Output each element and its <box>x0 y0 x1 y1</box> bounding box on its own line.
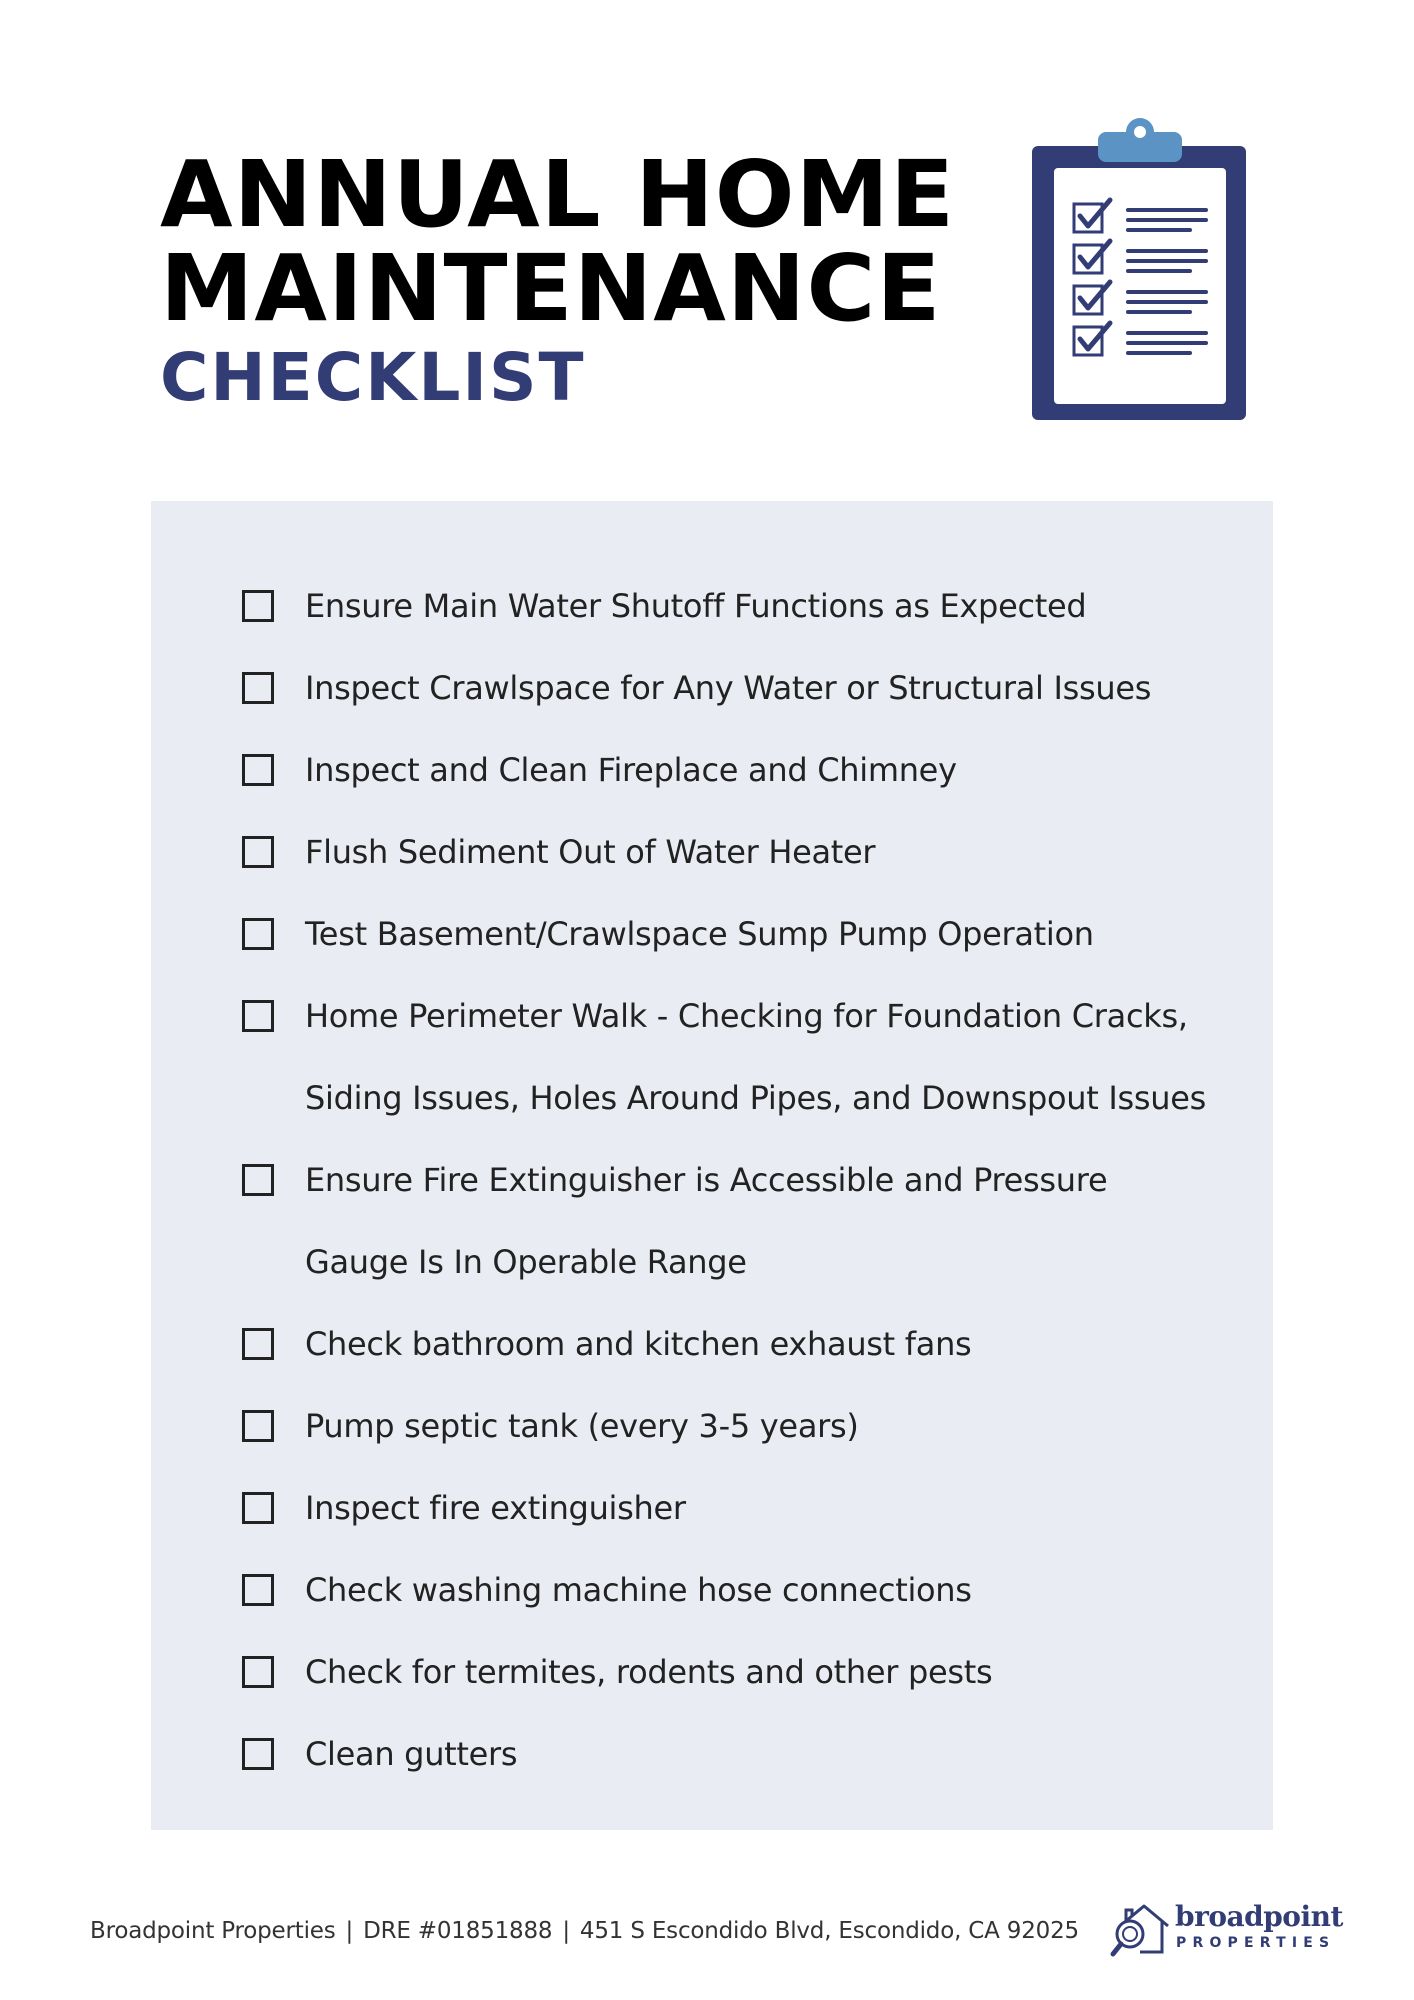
title-line-1: ANNUAL HOME <box>160 141 956 248</box>
checklist-item-label: Flush Sediment Out of Water Heater <box>305 833 876 871</box>
checklist-item-label: Clean gutters <box>305 1735 518 1773</box>
footer-separator: | <box>345 1918 354 1944</box>
clipboard-icon <box>1030 116 1250 422</box>
checklist-item <box>242 1316 1215 1385</box>
checklist-item-label: Check washing machine hose connections <box>305 1571 972 1609</box>
footer-company: Broadpoint Properties <box>90 1918 336 1944</box>
checklist-item <box>242 988 1215 1139</box>
checklist-item <box>242 1398 1215 1467</box>
checklist-item-label: Check bathroom and kitchen exhaust fans <box>305 1325 972 1363</box>
checklist-item <box>242 824 1215 893</box>
checkbox[interactable] <box>242 836 274 868</box>
checklist-item <box>242 1644 1215 1713</box>
checklist-item-label: Home Perimeter Walk - Checking for Foundation Cracks, Siding Issues, Holes Around Pipes, and Downspout Issues <box>305 997 1207 1117</box>
logo-tagline: PROPERTIES <box>1176 1935 1336 1951</box>
logo-name: broadpoint <box>1175 1900 1343 1933</box>
footer-license: DRE #01851888 <box>363 1918 553 1944</box>
title-line-2: MAINTENANCE <box>160 235 942 342</box>
checkbox[interactable] <box>242 1164 274 1196</box>
checklist-item <box>242 906 1215 975</box>
checklist-item <box>242 1480 1215 1549</box>
footer-separator: | <box>562 1918 570 1944</box>
checklist-item-label: Inspect Crawlspace for Any Water or Structural Issues <box>305 669 1152 707</box>
checklist-item-label: Test Basement/Crawlspace Sump Pump Operation <box>305 915 1094 953</box>
checkbox[interactable] <box>242 1492 274 1524</box>
checkbox[interactable] <box>242 672 274 704</box>
checklist-item <box>242 742 1215 811</box>
checklist-item-label: Check for termites, rodents and other pests <box>305 1653 993 1691</box>
house-search-icon <box>1110 1900 1172 1960</box>
checklist-item <box>242 1726 1215 1795</box>
checklist-item <box>242 578 1215 647</box>
checklist-item-label: Inspect and Clean Fireplace and Chimney <box>305 751 957 789</box>
subtitle: CHECKLIST <box>160 339 586 416</box>
clipboard-clip-hole <box>1134 126 1146 138</box>
checkbox[interactable] <box>242 1410 274 1442</box>
checkbox[interactable] <box>242 1738 274 1770</box>
checkbox[interactable] <box>242 754 274 786</box>
footer-address: 451 S Escondido Blvd, Escondido, CA 92025 <box>579 1918 1079 1944</box>
checklist-item-label: Inspect fire extinguisher <box>305 1489 686 1527</box>
checklist-item-label: Ensure Fire Extinguisher is Accessible and Pressure Gauge Is In Operable Range <box>305 1161 1108 1281</box>
checkbox[interactable] <box>242 590 274 622</box>
checkbox[interactable] <box>242 1574 274 1606</box>
checklist-item-label: Pump septic tank (every 3-5 years) <box>305 1407 859 1445</box>
checkbox[interactable] <box>242 1328 274 1360</box>
broadpoint-logo <box>1110 1900 1343 1960</box>
checkbox[interactable] <box>242 918 274 950</box>
checklist-item <box>242 660 1215 729</box>
checklist-item <box>242 1562 1215 1631</box>
footer <box>90 1918 1079 1944</box>
checklist-item <box>242 1152 1215 1303</box>
checkbox[interactable] <box>242 1656 274 1688</box>
checklist-item-label: Ensure Main Water Shutoff Functions as Expected <box>305 587 1087 625</box>
checkbox[interactable] <box>242 1000 274 1032</box>
header <box>160 141 1020 416</box>
